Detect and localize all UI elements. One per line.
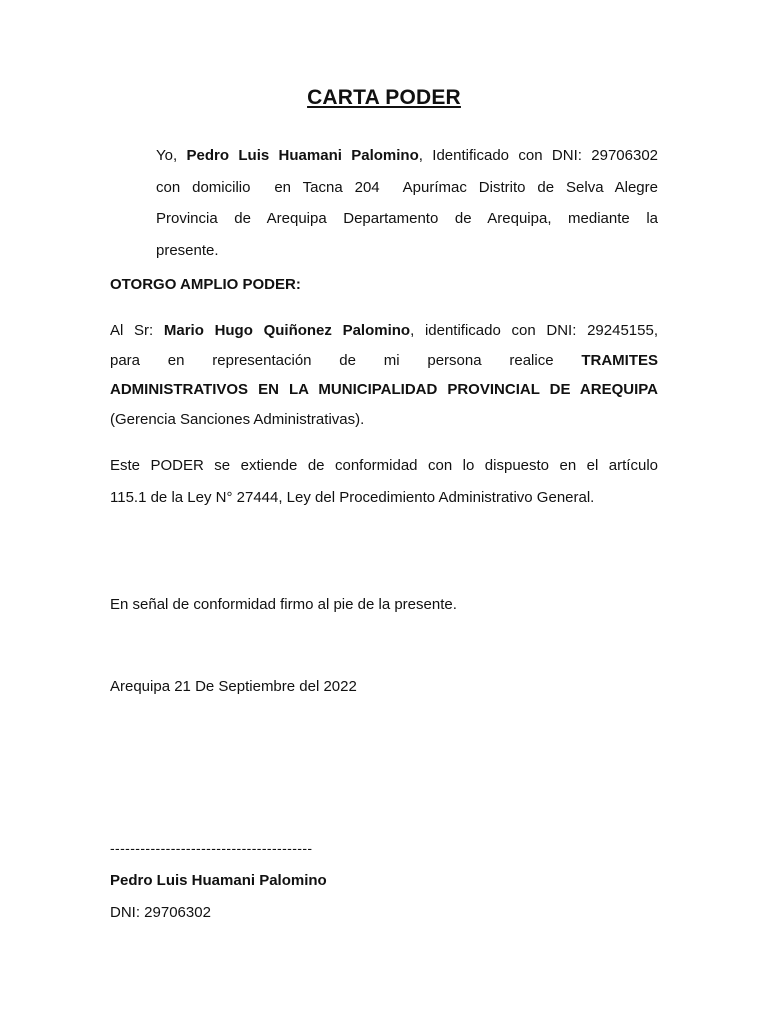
grant-heading: OTORGO AMPLIO PODER: [110, 276, 301, 293]
grantor-dni: 29706302 [591, 147, 659, 164]
grantee-line-1: Al Sr: Mario Hugo Quiñonez Palomino, identificado con DNI: 29245155, [110, 322, 658, 339]
intro-paragraph [156, 140, 658, 266]
document-title: CARTA PODER [307, 86, 461, 109]
grantee-name: Mario Hugo Quiñonez Palomino [163, 322, 411, 339]
signer-dni [110, 904, 211, 921]
place-date: Arequipa 21 De Septiembre del 2022 [110, 678, 357, 695]
grantee-paragraph [110, 316, 658, 434]
extension-paragraph [110, 450, 658, 514]
conformity-statement: En señal de conformidad firmo al pie de la presente. [110, 596, 457, 613]
grantee-line-4: (Gerencia Sanciones Administrativas). [110, 410, 365, 428]
extension-line-1: Este PODER se extiende de conformidad con lo dispuesto en el artículo [110, 457, 658, 474]
grantee-dni: 29245155, [587, 322, 658, 339]
intro-line-1: Yo, Pedro Luis Huamani Palomino, Identificado con DNI: 29706302 [156, 147, 659, 164]
extension-line-2: 115.1 de la Ley N° 27444, Ley del Procedimiento Administrativo General. [110, 489, 595, 506]
grantee-line-2: para en representación de mi persona realice TRAMITES [110, 351, 658, 369]
grantor-name: Pedro Luis Huamani Palomino [186, 147, 419, 164]
signer-dni-value: 29706302 [144, 904, 211, 921]
signature-line: ---------------------------------------- [110, 840, 313, 856]
grantee-line-3: ADMINISTRATIVOS EN LA MUNICIPALIDAD PROVINCIAL DE AREQUIPA [110, 381, 658, 398]
intro-line-4: presente. [156, 241, 219, 259]
signer-name: Pedro Luis Huamani Palomino [110, 872, 327, 889]
intro-line-2: con domicilio en Tacna 204 Apurímac Distrito de Selva Alegre [156, 178, 658, 196]
intro-line-3: Provincia de Arequipa Departamento de Arequipa, mediante la [156, 210, 658, 227]
signer-dni-label: DNI: [110, 904, 145, 921]
